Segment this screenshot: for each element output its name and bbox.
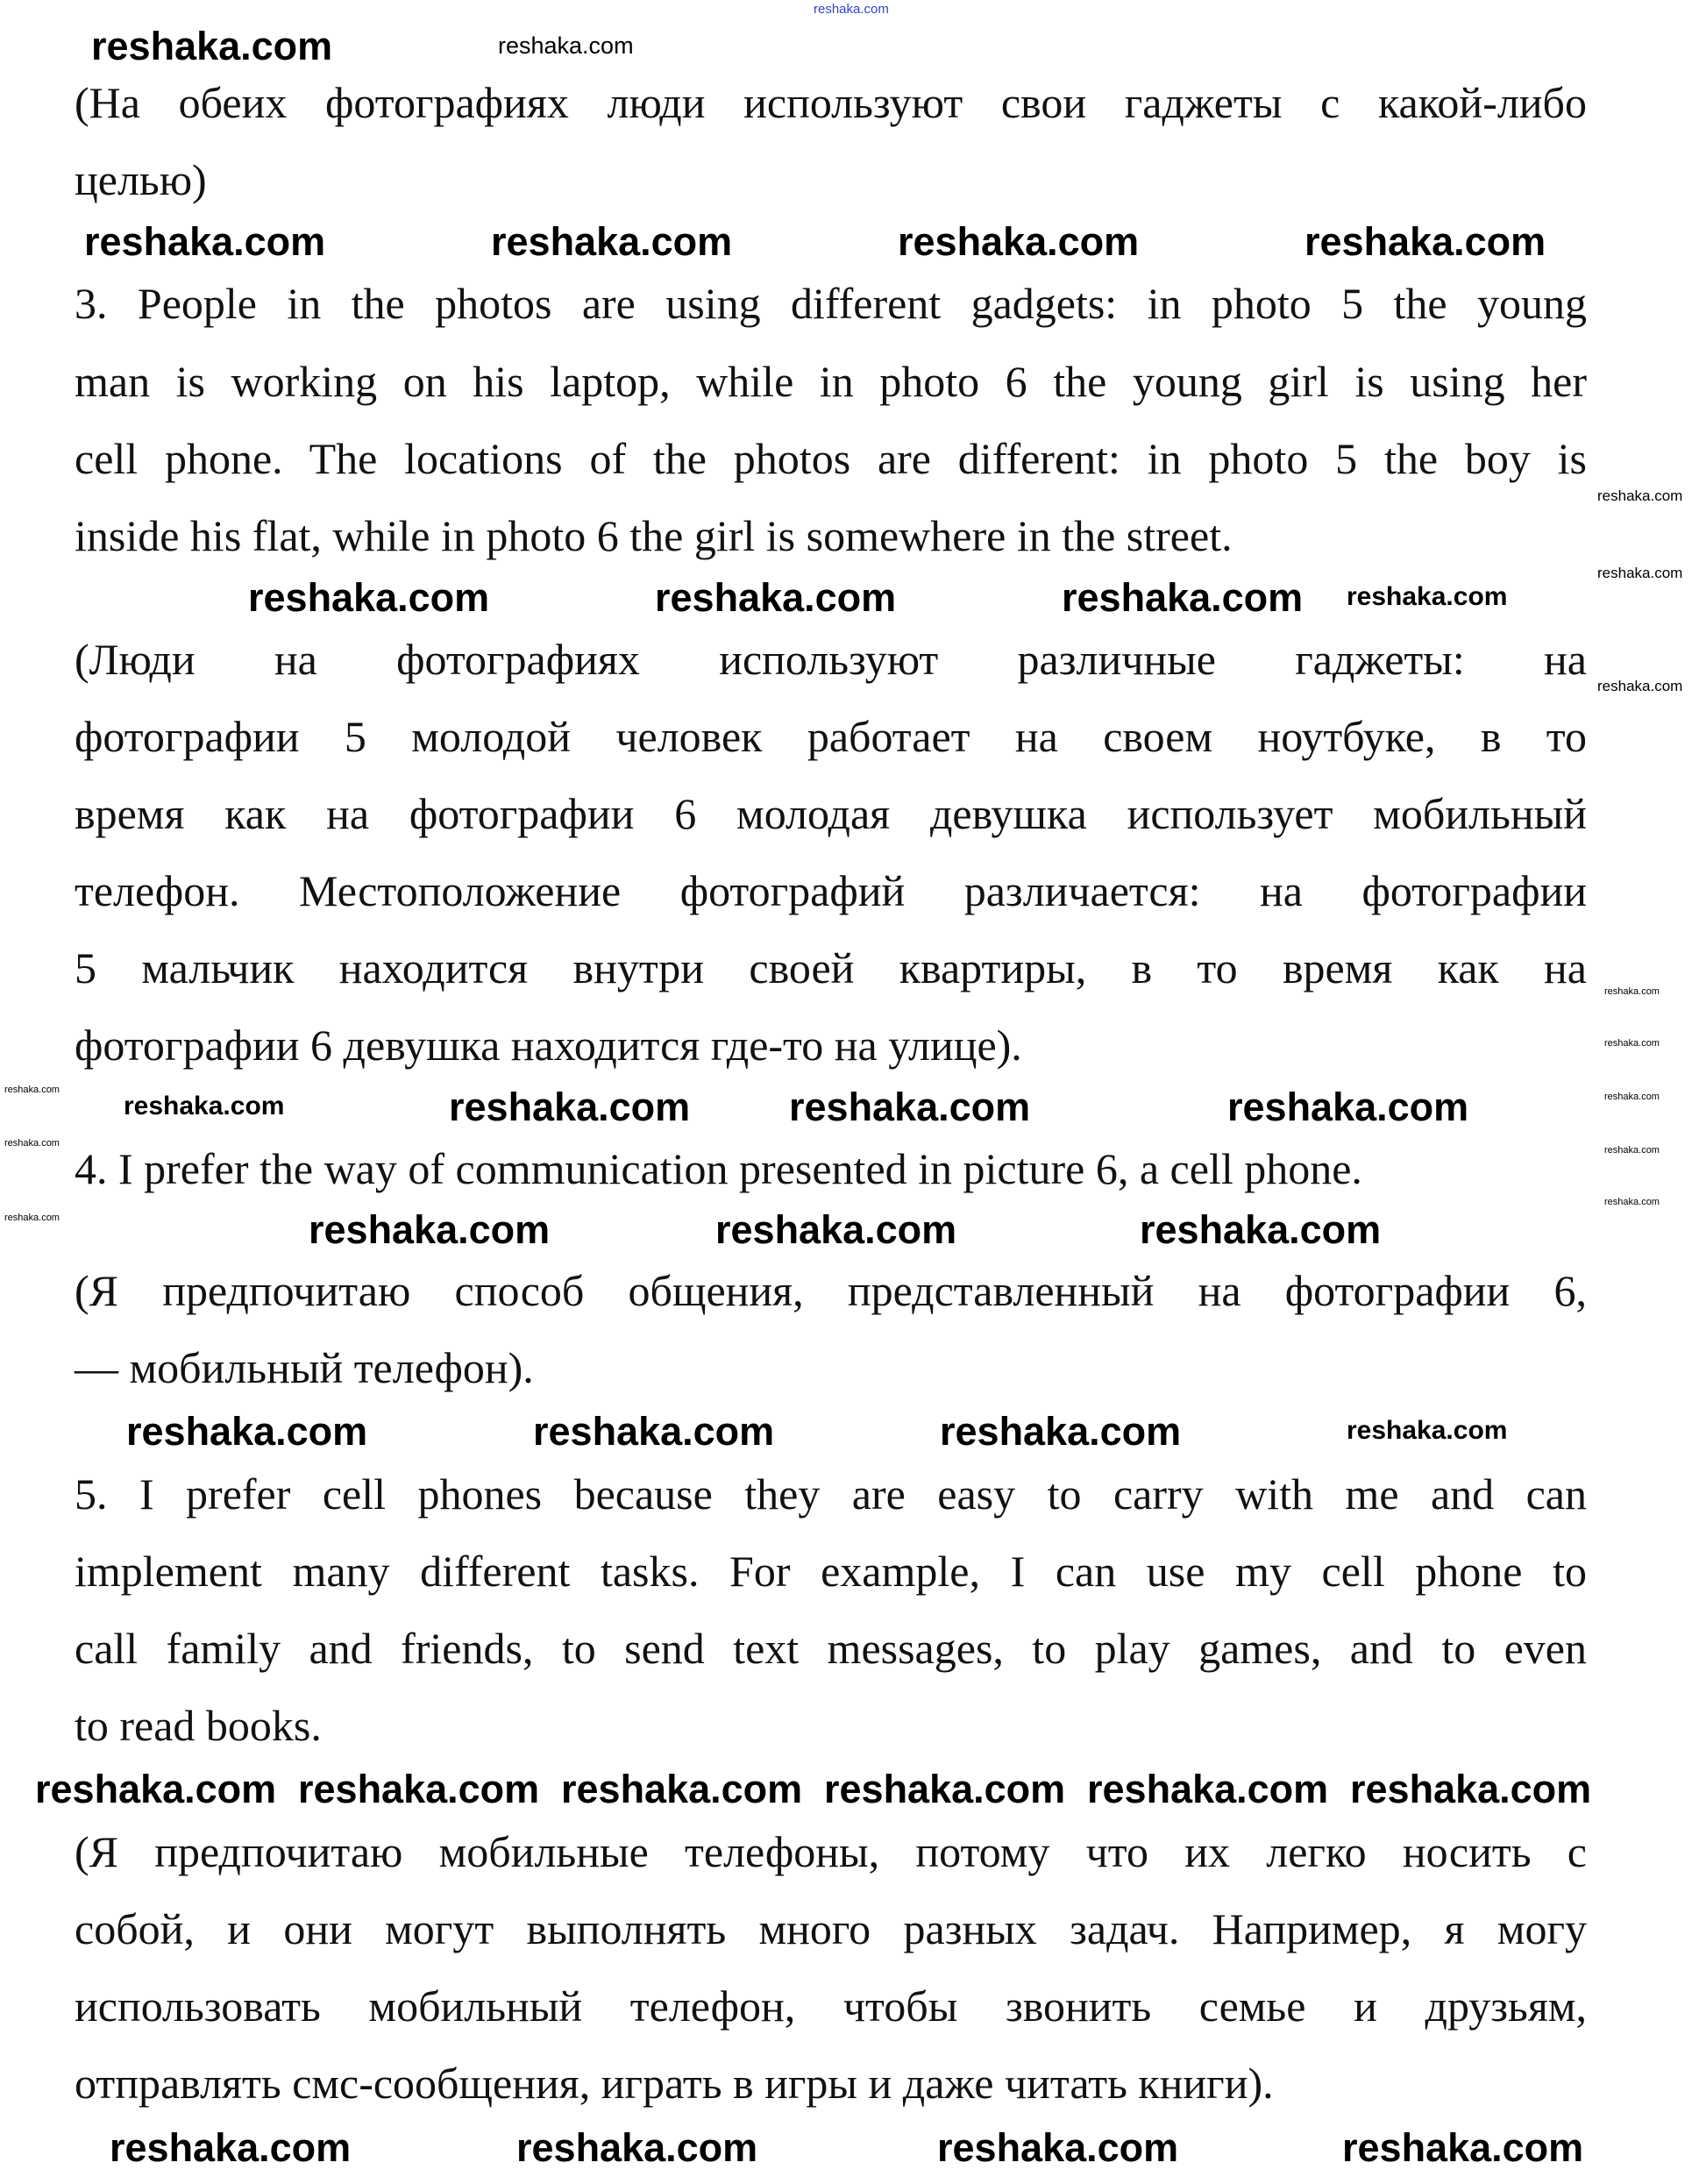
watermark: reshaka.com [35, 1766, 277, 1811]
text-line: 4. I prefer the way of communication presented in picture 6, a cell phone. [75, 1144, 1362, 1193]
watermark: reshaka.com [1062, 574, 1304, 620]
text-line: to read books. [75, 1701, 322, 1750]
header-link[interactable]: reshaka.com [814, 2, 889, 17]
watermark: reshaka.com [1087, 1766, 1329, 1811]
watermark: reshaka.com [1604, 1037, 1660, 1049]
watermark: reshaka.com [655, 574, 897, 620]
watermark: reshaka.com [4, 1137, 60, 1149]
watermark: reshaka.com [789, 1084, 1031, 1129]
text-line: использовать мобильный телефон, чтобы звонить семье и друзьям, [75, 1981, 1587, 2031]
text-line: 5 мальчик находится внутри своей квартиры, в то время как на [75, 943, 1587, 992]
watermark: reshaka.com [126, 1408, 368, 1454]
text-line: implement many different tasks. For example, I can use my cell phone to [75, 1547, 1587, 1596]
watermark: reshaka.com [824, 1766, 1066, 1811]
watermark: reshaka.com [1304, 218, 1546, 264]
text-line: (Я предпочитаю мобильные телефоны, потому что их легко носить с [75, 1827, 1587, 1876]
watermark: reshaka.com [298, 1766, 540, 1811]
watermark: reshaka.com [124, 1092, 285, 1120]
watermark: reshaka.com [1342, 2124, 1584, 2170]
watermark: reshaka.com [1604, 985, 1660, 997]
text-line: (Я предпочитаю способ общения, представленный на фотографии 6, [75, 1266, 1587, 1315]
watermark: reshaka.com [561, 1766, 803, 1811]
watermark: reshaka.com [516, 2124, 758, 2170]
text-line: — мобильный телефон). [75, 1343, 534, 1392]
watermark: reshaka.com [491, 218, 733, 264]
text-line: целью) [75, 155, 207, 204]
text-line: время как на фотографии 6 молодая девушка использует мобильный [75, 789, 1587, 838]
watermark: reshaka.com [498, 32, 634, 59]
watermark: reshaka.com [1604, 1196, 1660, 1207]
watermark: reshaka.com [1350, 1766, 1592, 1811]
watermark: reshaka.com [1597, 564, 1683, 581]
watermark: reshaka.com [1604, 1144, 1660, 1156]
watermark: reshaka.com [91, 23, 333, 68]
watermark: reshaka.com [533, 1408, 775, 1454]
watermark: reshaka.com [940, 1408, 1182, 1454]
text-line: отправлять смс-сообщения, играть в игры и даже читать книги). [75, 2059, 1274, 2108]
watermark: reshaka.com [248, 574, 490, 620]
watermark: reshaka.com [715, 1206, 957, 1252]
watermark: reshaka.com [1347, 582, 1508, 611]
text-line: (На обеих фотографиях люди используют свои гаджеты с какой-либо [75, 78, 1587, 127]
watermark: reshaka.com [1604, 1091, 1660, 1102]
text-line: cell phone. The locations of the photos are different: in photo 5 the boy is [75, 434, 1587, 483]
watermark: reshaka.com [1597, 487, 1683, 504]
watermark: reshaka.com [937, 2124, 1179, 2170]
watermark: reshaka.com [4, 1212, 60, 1223]
watermark: reshaka.com [110, 2124, 352, 2170]
watermark: reshaka.com [1227, 1084, 1469, 1129]
watermark: reshaka.com [898, 218, 1140, 264]
text-line: фотографии 5 молодой человек работает на своем ноутбуке, в то [75, 712, 1587, 761]
text-line: inside his flat, while in photo 6 the girl is somewhere in the street. [75, 511, 1233, 560]
text-line: (Люди на фотографиях используют различные гаджеты: на [75, 635, 1587, 684]
text-line: 3. People in the photos are using different gadgets: in photo 5 the young [75, 279, 1587, 328]
text-line: фотографии 6 девушка находится где-то на улице). [75, 1021, 1022, 1070]
text-line: call family and friends, to send text messages, to play games, and to even [75, 1624, 1587, 1673]
text-line: телефон. Местоположение фотографий различается: на фотографии [75, 866, 1587, 915]
watermark: reshaka.com [1597, 677, 1683, 694]
watermark: reshaka.com [1140, 1206, 1382, 1252]
text-line: man is working on his laptop, while in photo 6 the young girl is using her [75, 357, 1587, 406]
watermark: reshaka.com [309, 1206, 551, 1252]
watermark: reshaka.com [449, 1084, 691, 1129]
text-line: 5. I prefer cell phones because they are easy to carry with me and can [75, 1469, 1587, 1519]
watermark: reshaka.com [4, 1084, 60, 1095]
watermark: reshaka.com [1347, 1416, 1508, 1445]
text-line: собой, и они могут выполнять много разных задач. Например, я могу [75, 1904, 1587, 1953]
watermark: reshaka.com [84, 218, 326, 264]
